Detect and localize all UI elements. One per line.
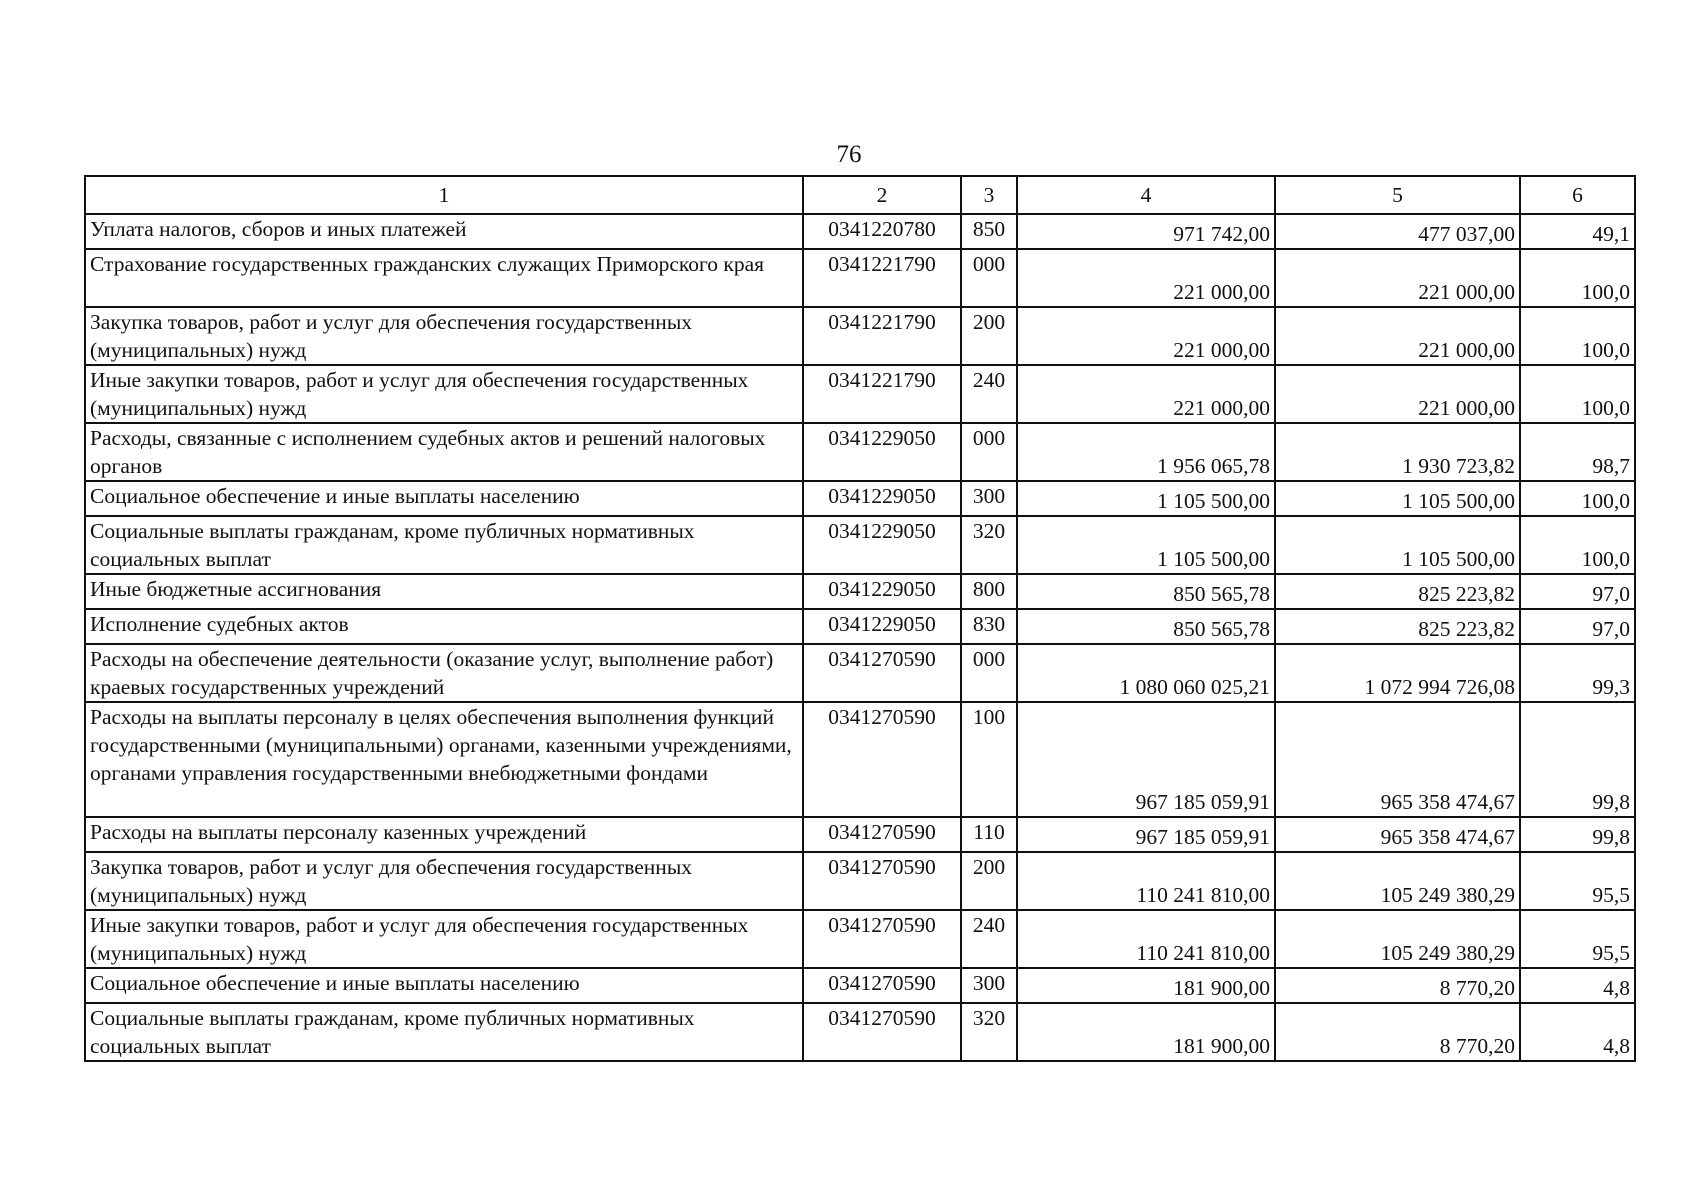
row-percent-cell: 95,5 [1520,910,1635,968]
row-type-cell: 320 [961,1003,1017,1061]
row-name-cell: Социальное обеспечение и иные выплаты населению [85,968,803,1003]
row-percent-cell: 100,0 [1520,481,1635,516]
row-type-cell: 300 [961,968,1017,1003]
row-plan-cell: 850 565,78 [1017,609,1275,644]
table-body [85,214,1635,1061]
column-header: 6 [1520,176,1635,214]
row-plan-cell: 221 000,00 [1017,365,1275,423]
row-name-cell: Закупка товаров, работ и услуг для обеспечения государственных (муниципальных) нужд [85,307,803,365]
row-plan-cell: 181 900,00 [1017,1003,1275,1061]
row-type-cell: 240 [961,910,1017,968]
row-code-cell: 0341270590 [803,968,961,1003]
row-percent-cell: 100,0 [1520,516,1635,574]
table-row [85,910,1635,968]
row-fact-cell: 1 072 994 726,08 [1275,644,1520,702]
row-type-cell: 800 [961,574,1017,609]
row-plan-cell: 971 742,00 [1017,214,1275,249]
column-header: 1 [85,176,803,214]
column-header: 3 [961,176,1017,214]
row-code-cell: 0341229050 [803,481,961,516]
row-type-cell: 830 [961,609,1017,644]
table-row [85,644,1635,702]
row-name-cell: Иные закупки товаров, работ и услуг для обеспечения государственных (муниципальных) нужд [85,910,803,968]
page-number: 76 [836,141,862,168]
table-row [85,423,1635,481]
row-code-cell: 0341229050 [803,609,961,644]
row-name-cell: Расходы на выплаты персоналу казенных учреждений [85,817,803,852]
table-header-row [85,176,1635,214]
row-type-cell: 000 [961,423,1017,481]
table-row [85,365,1635,423]
row-type-cell: 000 [961,644,1017,702]
row-type-cell: 000 [961,249,1017,307]
row-percent-cell: 95,5 [1520,852,1635,910]
row-name-cell: Расходы на обеспечение деятельности (оказание услуг, выполнение работ) краевых государственных учреждений [85,644,803,702]
row-type-cell: 200 [961,307,1017,365]
row-plan-cell: 110 241 810,00 [1017,852,1275,910]
row-name-cell: Расходы на выплаты персоналу в целях обеспечения выполнения функций государственными (муниципальными) органами, казенными учреждениями, органами управления государственными внебюджетными фондами [85,702,803,817]
row-code-cell: 0341270590 [803,817,961,852]
table-row [85,481,1635,516]
row-name-cell: Исполнение судебных актов [85,609,803,644]
row-code-cell: 0341229050 [803,574,961,609]
table-row [85,702,1635,817]
table-row [85,817,1635,852]
row-code-cell: 0341221790 [803,249,961,307]
row-percent-cell: 97,0 [1520,574,1635,609]
row-plan-cell: 181 900,00 [1017,968,1275,1003]
table-row [85,307,1635,365]
row-plan-cell: 967 185 059,91 [1017,702,1275,817]
row-type-cell: 200 [961,852,1017,910]
row-plan-cell: 967 185 059,91 [1017,817,1275,852]
row-type-cell: 320 [961,516,1017,574]
row-name-cell: Уплата налогов, сборов и иных платежей [85,214,803,249]
row-fact-cell: 221 000,00 [1275,365,1520,423]
row-percent-cell: 99,8 [1520,702,1635,817]
row-fact-cell: 8 770,20 [1275,968,1520,1003]
table-row [85,249,1635,307]
row-percent-cell: 99,8 [1520,817,1635,852]
row-plan-cell: 221 000,00 [1017,307,1275,365]
row-code-cell: 0341221790 [803,365,961,423]
row-fact-cell: 1 930 723,82 [1275,423,1520,481]
table-row [85,516,1635,574]
row-fact-cell: 477 037,00 [1275,214,1520,249]
row-fact-cell: 221 000,00 [1275,307,1520,365]
row-fact-cell: 965 358 474,67 [1275,817,1520,852]
row-code-cell: 0341221790 [803,307,961,365]
budget-table [84,175,1636,1062]
row-name-cell: Расходы, связанные с исполнением судебных актов и решений налоговых органов [85,423,803,481]
row-plan-cell: 221 000,00 [1017,249,1275,307]
row-name-cell: Социальные выплаты гражданам, кроме публичных нормативных социальных выплат [85,1003,803,1061]
column-header: 5 [1275,176,1520,214]
row-fact-cell: 1 105 500,00 [1275,481,1520,516]
row-code-cell: 0341220780 [803,214,961,249]
row-percent-cell: 97,0 [1520,609,1635,644]
row-name-cell: Иные закупки товаров, работ и услуг для обеспечения государственных (муниципальных) нужд [85,365,803,423]
row-plan-cell: 110 241 810,00 [1017,910,1275,968]
row-code-cell: 0341229050 [803,516,961,574]
row-percent-cell: 100,0 [1520,249,1635,307]
row-type-cell: 110 [961,817,1017,852]
row-fact-cell: 105 249 380,29 [1275,852,1520,910]
row-plan-cell: 1 956 065,78 [1017,423,1275,481]
row-fact-cell: 8 770,20 [1275,1003,1520,1061]
row-plan-cell: 850 565,78 [1017,574,1275,609]
row-plan-cell: 1 105 500,00 [1017,481,1275,516]
row-percent-cell: 4,8 [1520,1003,1635,1061]
row-fact-cell: 221 000,00 [1275,249,1520,307]
row-fact-cell: 965 358 474,67 [1275,702,1520,817]
row-type-cell: 850 [961,214,1017,249]
column-header: 4 [1017,176,1275,214]
row-percent-cell: 98,7 [1520,423,1635,481]
table-row [85,214,1635,249]
column-header: 2 [803,176,961,214]
row-fact-cell: 825 223,82 [1275,574,1520,609]
row-name-cell: Социальное обеспечение и иные выплаты населению [85,481,803,516]
row-percent-cell: 100,0 [1520,307,1635,365]
row-name-cell: Иные бюджетные ассигнования [85,574,803,609]
row-name-cell: Закупка товаров, работ и услуг для обеспечения государственных (муниципальных) нужд [85,852,803,910]
row-code-cell: 0341270590 [803,852,961,910]
table-row [85,1003,1635,1061]
row-type-cell: 240 [961,365,1017,423]
row-fact-cell: 1 105 500,00 [1275,516,1520,574]
row-percent-cell: 49,1 [1520,214,1635,249]
row-code-cell: 0341270590 [803,910,961,968]
row-plan-cell: 1 080 060 025,21 [1017,644,1275,702]
row-plan-cell: 1 105 500,00 [1017,516,1275,574]
row-fact-cell: 825 223,82 [1275,609,1520,644]
row-type-cell: 100 [961,702,1017,817]
row-name-cell: Социальные выплаты гражданам, кроме публичных нормативных социальных выплат [85,516,803,574]
row-percent-cell: 4,8 [1520,968,1635,1003]
table-row [85,574,1635,609]
row-percent-cell: 100,0 [1520,365,1635,423]
row-percent-cell: 99,3 [1520,644,1635,702]
row-code-cell: 0341270590 [803,1003,961,1061]
row-name-cell: Страхование государственных гражданских служащих Приморского края [85,249,803,307]
row-code-cell: 0341270590 [803,644,961,702]
row-type-cell: 300 [961,481,1017,516]
table-row [85,609,1635,644]
table-row [85,968,1635,1003]
table-row [85,852,1635,910]
row-code-cell: 0341270590 [803,702,961,817]
row-fact-cell: 105 249 380,29 [1275,910,1520,968]
row-code-cell: 0341229050 [803,423,961,481]
